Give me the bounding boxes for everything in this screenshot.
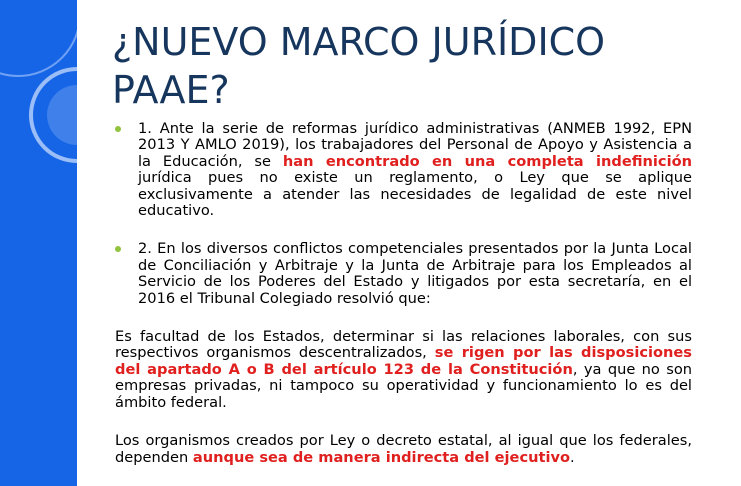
bullet-dot-icon (115, 246, 121, 252)
decorative-circle-fill (47, 85, 77, 145)
bullet-1-highlight: han encontrado en una completa indefinición (282, 152, 692, 170)
sidebar-decoration (0, 0, 77, 486)
bullet-1-text-b: jurídica pues no existe un reglamento, o Ley que se aplique exclusivamente a atender las necesidades de legalidad de este nivel educativo. (138, 169, 692, 220)
paragraph-2-highlight: aunque sea de manera indirecta del ejecutivo (192, 448, 570, 466)
bullet-dot-icon (115, 126, 121, 132)
decorative-circle-outline (0, 0, 77, 76)
bullet-item-1 (115, 121, 692, 219)
paragraph-1-text-a: Es facultad de los Estados, determinar si las relaciones laborales, con sus respectivos organismos descentralizados, (115, 328, 692, 362)
paragraph-1-text-b: , ya que no son empresas privadas, ni tampoco su operatividad y funcionamiento lo es del ámbito federal. (115, 360, 692, 411)
paragraph-2-text-a: Los organismos creados por Ley o decreto estatal, al igual que los federales, dependen (115, 432, 692, 466)
paragraph-2 (115, 433, 692, 466)
slide-title-line2: PAAE? (112, 68, 230, 112)
paragraph-1-highlight: se rigen por las disposiciones del apartado A o B del artículo 123 de la Constitución (115, 344, 692, 378)
bullet-item-2 (115, 241, 692, 307)
paragraph-1 (115, 329, 692, 411)
slide-title-line1: ¿NUEVO MARCO JURÍDICO (112, 20, 606, 64)
slide-title (112, 18, 672, 114)
decorative-circles (0, 0, 77, 486)
bullet-1-text-a: 1. Ante la serie de reformas jurídico administrativas (ANMEB 1992, EPN 2013 Y AMLO 2019), los trabajadores del Personal de Apoyo y Asistencia a la Educación, se (138, 120, 692, 170)
bullet-2-text: 2. En los diversos conflictos competenciales presentados por la Junta Local de Conciliación y Arbitraje y la Junta de Arbitraje para los Empleados al Servicio de los Poderes del Estado y litigados por esta secretaría, en el 2016 el Tribunal Colegiado resolvió que: (138, 240, 692, 307)
paragraph-2-text-b: . (570, 448, 575, 466)
slide-body (115, 121, 692, 466)
